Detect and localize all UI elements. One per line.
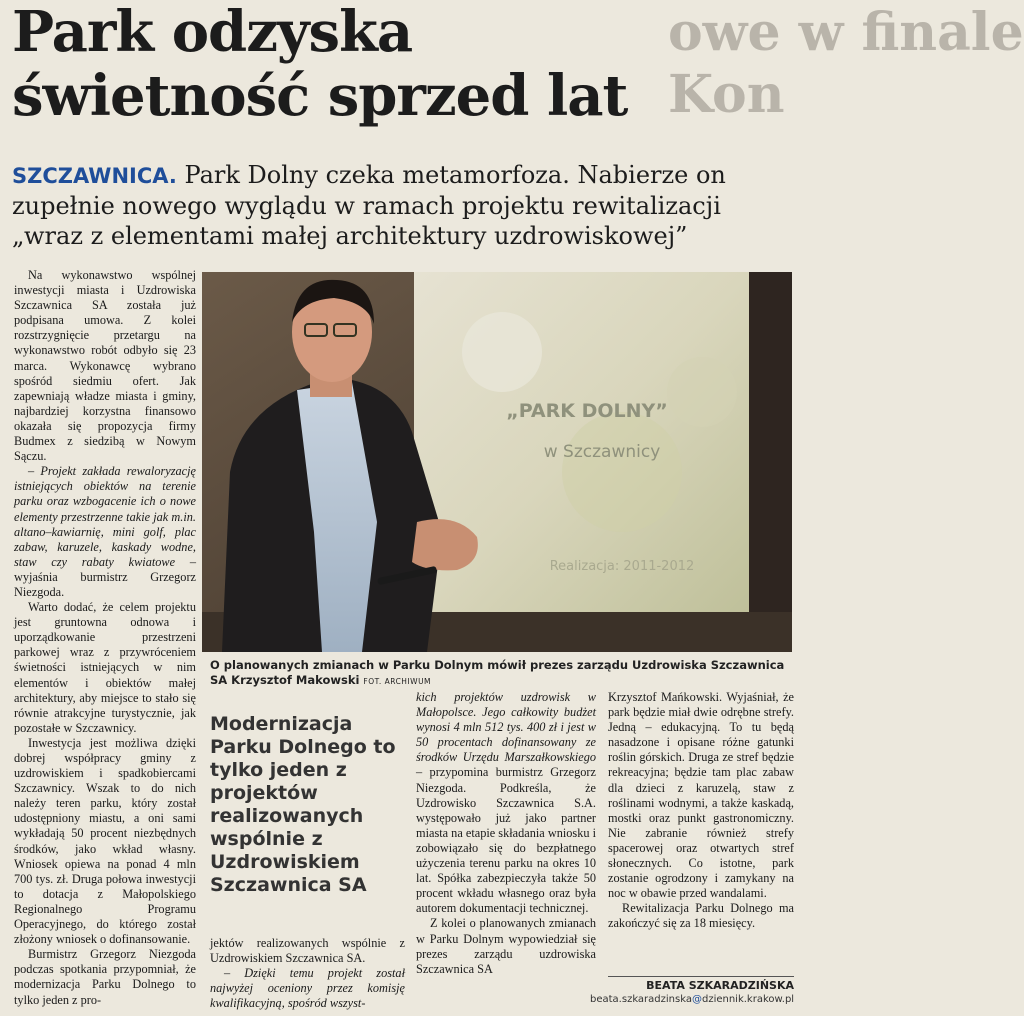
article-photo: [202, 272, 792, 652]
lead-text: Park Dolny czeka metamorfoza. Nabierze on zupełnie nowego wyglądu w ramach projektu rewitalizacji „wraz z elementami małej architektury uzdrowiskowej”: [12, 161, 726, 250]
col1-quote-attribution: – wyjaśnia burmistrz Grzegorz Niezgoda.: [14, 554, 196, 599]
col3-quote: kich projektów uzdrowisk w Małopolsce. Jego całkowity budżet wynosi 4 mln 512 tys. 400 zł i jest w 50 procentach dofinansowany ze środków Urzędu Marszałkowskiego: [416, 690, 596, 765]
slide-title: „PARK DOLNY”: [506, 400, 668, 422]
col1-paragraph-3: Warto dodać, że celem projektu jest gruntowna odnowa i uporządkowanie przestrzeni parkowej wraz z przywróceniem świetności istniejących w nim elementów i obiektów małej architektury, aby miejsce to stało się równie atrakcyjne turystycznie, jak pozostałe w Szczawnicy.: [14, 600, 196, 735]
pull-quote: [210, 713, 405, 897]
col1-paragraph-4: Inwestycja jest możliwa dzięki dobrej współpracy gminy z uzdrowiskiem i spadkobiercami Szczawnicy. Wszak to do nich należy teren parku, który został udostępniony miastu, a oni sami wykładają 50 procent niezbędnych środków, jako wkład własny. Wniosek opiewa na ponad 4 mln 700 tys. zł. Druga połowa inwestycji to dotacja z Małopolskiego Regionalnego Programu Operacyjnego, do którego został złożony wniosek o dofinansowanie.: [14, 735, 196, 947]
neighbor-headline-fragment: [668, 2, 1024, 132]
article-column-3: [416, 690, 596, 977]
col1-paragraph-1: Na wykonawstwo wspólnej inwestycji miasta i Uzdrowiska Szczawnica SA została już podpisana umowa. Z kolei rozstrzygnięcie przetargu na wykonawstwo robót odbyło się 23 marca. Wykonawcę wybrano spośród siedmiu ofert. Jak zapewniają władze miasta i gminy, najbardziej korzystna finansowo okazała się propozycja firmy Budmex z siedzibą w Nowym Sączu.: [14, 268, 196, 464]
author-byline: BEATA SZKARADZIŃSKA: [608, 976, 794, 992]
article-column-1: [14, 268, 196, 1008]
col3-paragraph-1: [416, 690, 596, 916]
col2-paragraph-1: jektów realizowanych wspólnie z Uzdrowiskiem Szczawnica SA.: [210, 936, 405, 966]
photo-illustration: [202, 272, 792, 652]
col2-paragraph-2: [210, 966, 405, 1011]
author-email[interactable]: [590, 994, 794, 1005]
neighbor-headline-line-2: Kon: [668, 64, 785, 125]
email-user: beata.szkaradzinska: [590, 994, 692, 1005]
headline-line-1: Park odzyska: [12, 0, 413, 65]
col1-paragraph-5: Burmistrz Grzegorz Niezgoda podczas spotkania przypomniał, że modernizacja Parku Dolnego to tylko jeden z pro-: [14, 947, 196, 1007]
neighbor-headline-line-1: owe w finale: [668, 2, 1024, 63]
email-domain: dziennik.krakow.pl: [701, 994, 795, 1005]
col3-text: – przypomina burmistrz Grzegorz Niezgoda. Podkreśla, że Uzdrowisko Szczawnica S.A. występowało już jako partner miasta na etapie składania wniosku i zobowiązało się do bezpłatnego użyczenia terenu parku na okres 10 lat. Spółka zabezpieczyła także 50 procent wkładu własnego oraz była autorem dokumentacji technicznej.: [416, 765, 596, 916]
col4-paragraph-2: Rewitalizacja Parku Dolnego ma zakończyć się za 18 miesięcy.: [608, 901, 794, 931]
location-kicker: SZCZAWNICA.: [12, 164, 177, 188]
caption-text: O planowanych zmianach w Parku Dolnym mówił prezes zarządu Uzdrowiska Szczawnica SA Krzysztof Makowski: [210, 658, 785, 687]
lead-paragraph: [12, 160, 792, 251]
photo-caption: [210, 658, 794, 689]
col1-paragraph-2: [14, 464, 196, 600]
email-at: @: [691, 994, 702, 1005]
col3-paragraph-2: Z kolei o planowanych zmianach w Parku Dolnym wypowiedział się prezes zarządu uzdrowiska Szczawnica SA: [416, 916, 596, 976]
col1-quote: – Projekt zakłada rewaloryzację istniejących obiektów na terenie parku oraz wzbogacenie ich o nowe elementy przestrzenne takie jak m.in. altano–kawiarnię, mini golf, plac zabaw, karuzele, kaskady wodne, staw czy rabaty kwiatowe: [14, 464, 196, 569]
slide-years: Realizacja: 2011-2012: [549, 559, 695, 574]
headline-line-2: świetność sprzed lat: [12, 63, 628, 129]
pull-quote-text: Modernizacja Parku Dolnego to tylko jeden z projektów realizowanych wspólnie z Uzdrowiskiem Szczawnica SA: [210, 713, 396, 896]
photo-credit: FOT. ARCHIWUM: [363, 677, 432, 686]
article-column-4: [608, 690, 794, 932]
col2-quote: – Dzięki temu projekt został najwyżej oceniony przez komisję kwalifikacyjną, spośród wszyst-: [210, 966, 405, 1011]
headline: [12, 0, 672, 128]
article-column-2: [210, 936, 405, 1011]
slide-subtitle: w Szczawnicy: [543, 442, 661, 462]
col4-paragraph-1: Krzysztof Mańkowski. Wyjaśniał, że park będzie miał dwie odrębne strefy. Jedną – edukacyjną. To tu będą nasadzone i opisane różne gatunki roślin górskich. Druga ze stref będzie rekreacyjna; będzie tam plac zabaw dla dzieci z karuzelą, staw z roślinami wodnymi, a także kaskadą, mostki oraz punkt gastronomiczny. Nie zabranie również strefy spacerowej oraz otwartych stref słonecznych. Co istotne, park zostanie ogrodzony i zamykany na noc w obawie przed wandalami.: [608, 690, 794, 901]
